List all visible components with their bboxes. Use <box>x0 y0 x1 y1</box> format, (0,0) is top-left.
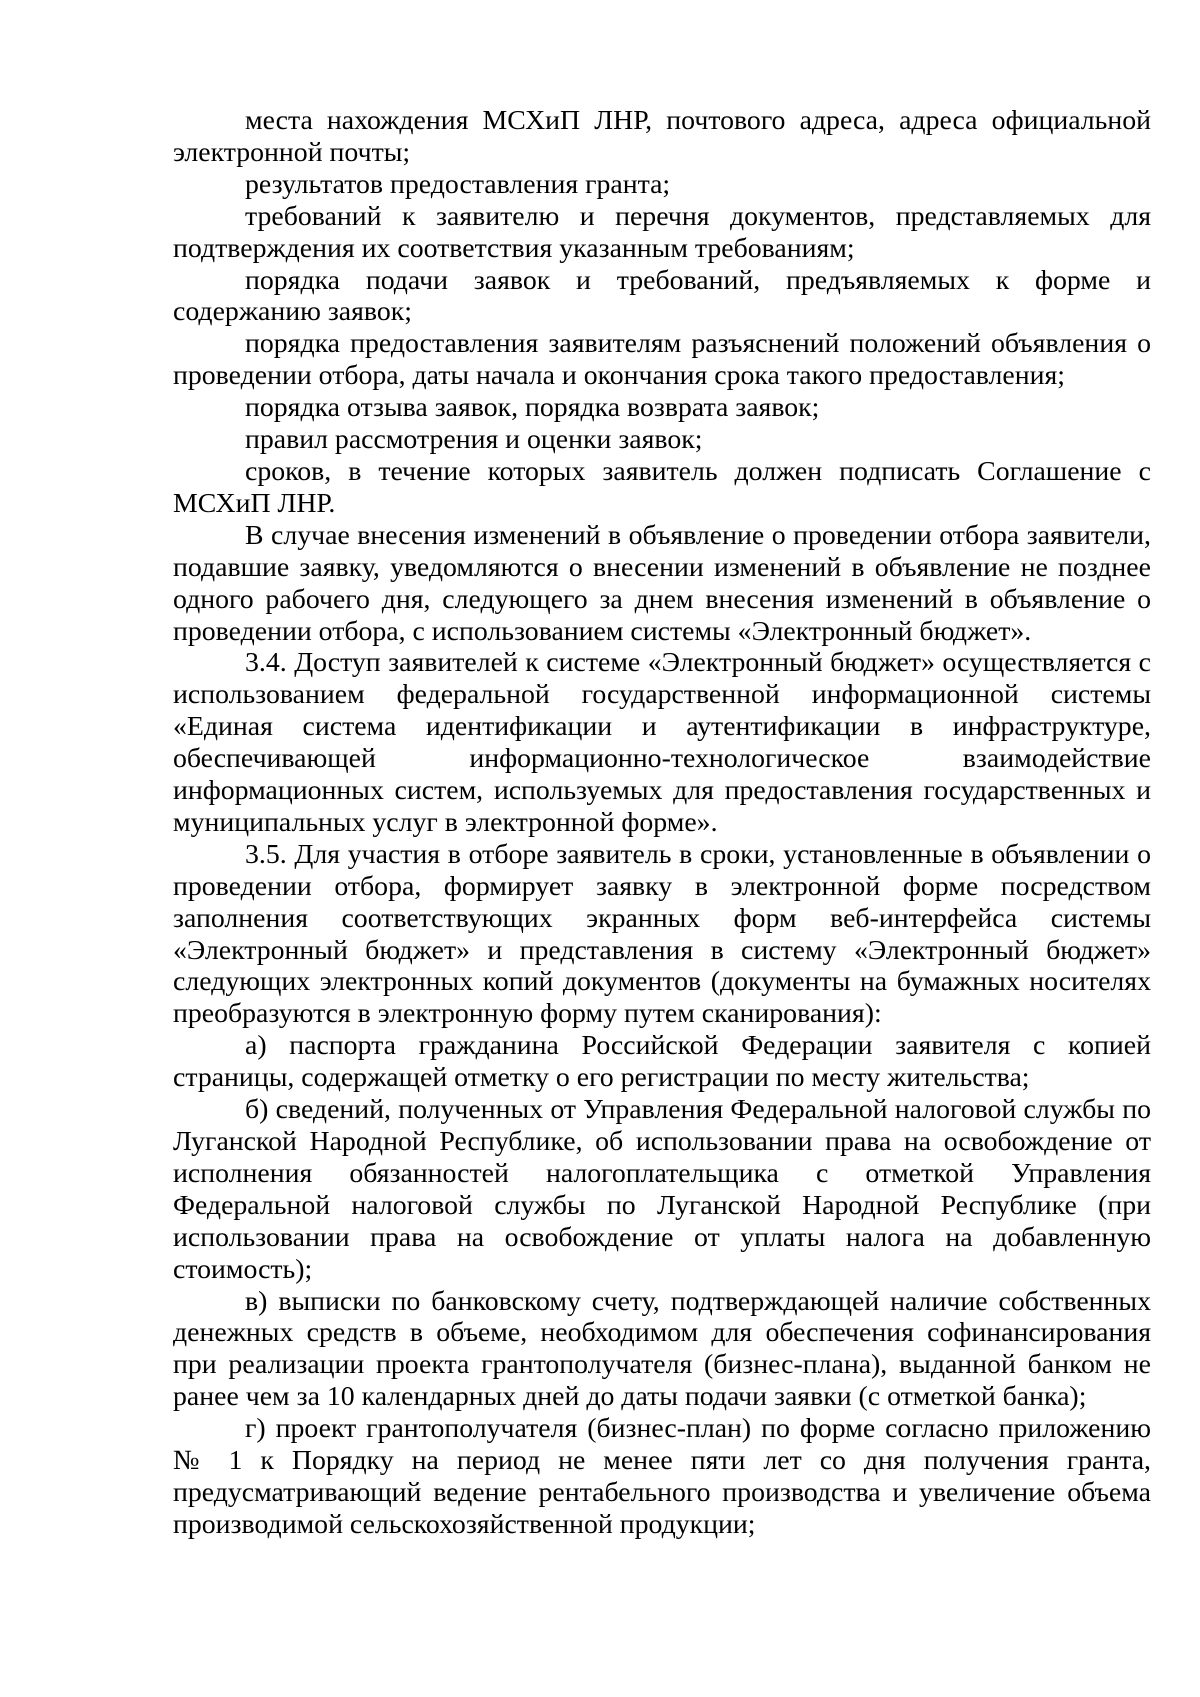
list-item-a-passport: а) паспорта гражданина Российской Федерации заявителя с копией страницы, содержащей отметку о его регистрации по месту жительства; <box>173 1030 1151 1094</box>
paragraph-signing-terms: сроков, в течение которых заявитель должен подписать Соглашение с МСХиП ЛНР. <box>173 455 1151 519</box>
document-page <box>173 105 1151 1541</box>
paragraph-section-3-5: 3.5. Для участия в отборе заявитель в сроки, установленные в объявлении о проведении отбора, формирует заявку в электронной форме посредством заполнения соответствующих экранных форм веб-интерфейса системы «Электронный бюджет» и представления в систему «Электронный бюджет» следующих электронных копий документов (документы на бумажных носителях преобразуются в электронную форму путем сканирования): <box>173 838 1151 1030</box>
paragraph-withdrawal-order: порядка отзыва заявок, порядка возврата заявок; <box>245 392 820 424</box>
list-item-b-tax-info: б) сведений, полученных от Управления Федеральной налоговой службы по Луганской Народной Республике, об использовании права на освобождение от исполнения обязанностей налогоплательщика с отметкой Управления Федеральной налоговой службы по Луганской Народной Республике (при использовании права на освобождение от уплаты налога на добавленную стоимость); <box>173 1094 1151 1285</box>
paragraph-clarification-order: порядка предоставления заявителям разъяснений положений объявления о проведении отбора, даты начала и окончания срока такого предоставления; <box>173 328 1151 392</box>
paragraph-applicant-requirements: требований к заявителю и перечня документов, представляемых для подтверждения их соответствия указанным требованиям; <box>173 200 1151 264</box>
paragraph-review-rules: правил рассмотрения и оценки заявок; <box>245 424 703 456</box>
paragraph-grant-results: результатов предоставления гранта; <box>245 168 671 200</box>
paragraph-submission-order: порядка подачи заявок и требований, предъявляемых к форме и содержанию заявок; <box>173 264 1151 328</box>
paragraph-section-3-4: 3.4. Доступ заявителей к системе «Электронный бюджет» осуществляется с использованием федеральной государственной информационной системы «Единая система идентификации и аутентификации в инфраструктуре, обеспечивающей информационно-технологическое взаимодействие информационных систем, используемых для предоставления государственных и муниципальных услуг в электронной форме». <box>173 647 1151 838</box>
list-item-v-bank-statement: в) выписки по банковскому счету, подтверждающей наличие собственных денежных средств в объеме, необходимом для обеспечения софинансирования при реализации проекта грантополучателя (бизнес-плана), выданной банком не ранее чем за 10 календарных дней до даты подачи заявки (с отметкой банка); <box>173 1285 1151 1413</box>
paragraph-location-address: места нахождения МСХиП ЛНР, почтового адреса, адреса официальной электронной почты; <box>173 105 1151 168</box>
list-item-g-business-plan: г) проект грантополучателя (бизнес-план) по форме согласно приложению № 1 к Порядку на период не менее пяти лет со дня получения гранта, предусматривающий ведение рентабельного производства и увеличение объема производимой сельскохозяйственной продукции; <box>173 1413 1151 1540</box>
paragraph-changes-notice: В случае внесения изменений в объявление о проведении отбора заявители, подавшие заявку, уведомляются о внесении изменений в объявление не позднее одного рабочего дня, следующего за днем внесения изменений в объявление о проведении отбора, с использованием системы «Электронный бюджет». <box>173 519 1151 647</box>
